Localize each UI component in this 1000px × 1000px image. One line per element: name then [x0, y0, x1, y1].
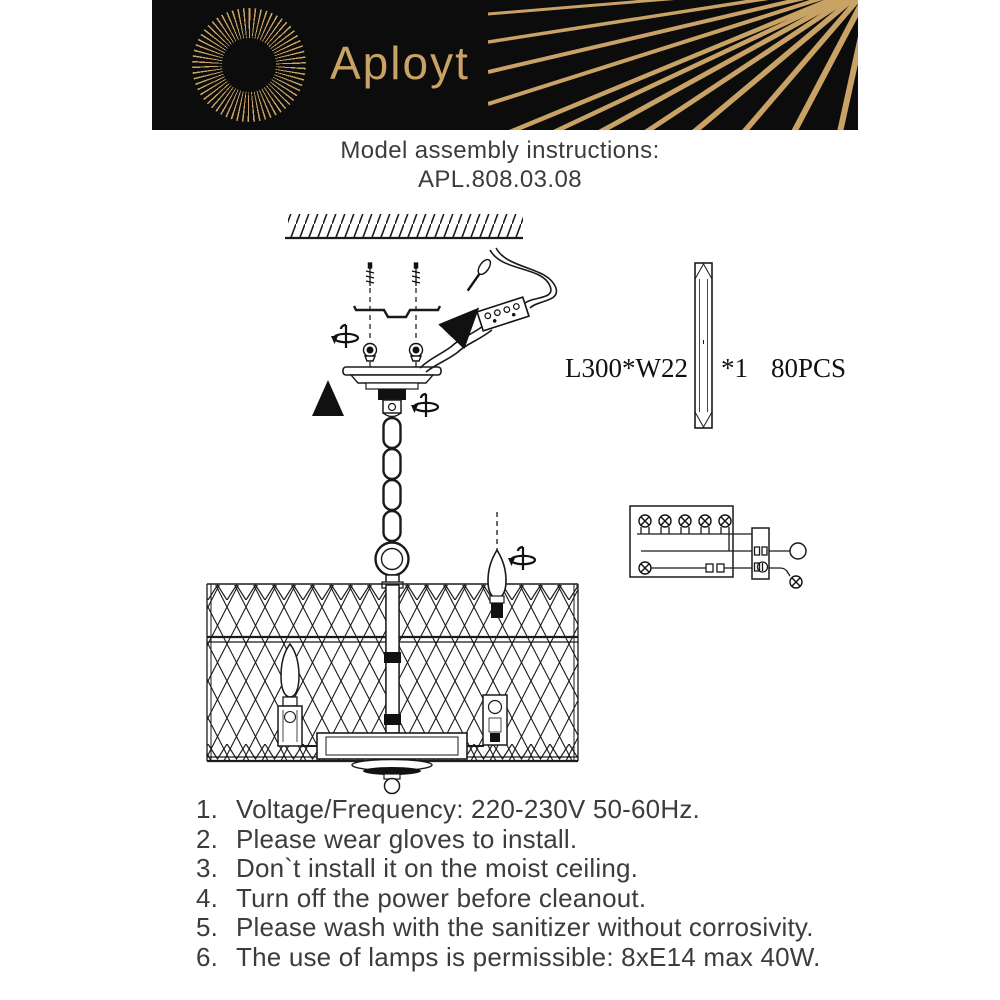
bulb-insert [488, 512, 506, 618]
brand-name: Aployt [330, 37, 470, 89]
assembly-diagram [170, 200, 880, 805]
item-text: Please wear gloves to install. [236, 823, 578, 854]
item-number: 4. [196, 882, 219, 913]
item-text: Voltage/Frequency: 220-230V 50-60Hz. [236, 794, 700, 824]
rod-joint [384, 652, 401, 663]
rotate-arrow-icon [411, 394, 438, 417]
list-item [196, 825, 856, 855]
item-number: 6. [196, 941, 219, 972]
crystal-strip-part [695, 263, 712, 428]
hanging-ring [376, 543, 409, 576]
switch-circle [790, 543, 806, 559]
item-number: 1. [196, 794, 219, 824]
list-item [196, 913, 856, 943]
strip-pieces-label: 80PCS [771, 353, 847, 383]
item-text: Please wash with the sanitizer without corrosivity. [236, 912, 814, 942]
lamp-symbol [719, 515, 731, 527]
item-number: 5. [196, 912, 219, 942]
item-text: Turn off the power before cleanout. [236, 882, 647, 913]
sunburst-logo-icon [192, 8, 306, 122]
direction-arrow-icon [452, 314, 473, 336]
rays-decoration-icon [488, 0, 858, 130]
wiring-diagram [630, 506, 806, 588]
brand-banner [152, 0, 858, 130]
item-text: Don`t install it on the moist ceiling. [236, 853, 639, 883]
drum-shade [207, 584, 578, 761]
list-item [196, 884, 856, 914]
terminal-block [477, 297, 529, 331]
strip-dimensions-label: L300*W22 [565, 353, 688, 383]
lamp-symbol [679, 515, 691, 527]
rotate-arrow-icon [508, 547, 535, 570]
ceiling-hatch [285, 214, 523, 238]
bottom-plate [301, 733, 484, 759]
model-number: APL.808.03.08 [417, 166, 582, 193]
rod-joint [384, 714, 401, 725]
candle-bulb-right [483, 695, 507, 745]
list-item [196, 854, 856, 884]
mounting-bracket [354, 306, 440, 317]
connector-block [752, 528, 769, 579]
lamp-symbol [790, 576, 802, 588]
lamp-symbol [699, 515, 711, 527]
list-item [196, 943, 856, 973]
bottom-finial [352, 760, 432, 794]
item-text: The use of lamps is permissible: 8xE14 max 40W. [236, 941, 821, 972]
lamp-symbol [639, 562, 651, 574]
page-title: Model assembly instructions: [340, 137, 660, 164]
strip-quantity-label: *1 [721, 353, 748, 383]
hanging-chain [384, 418, 401, 541]
item-number: 2. [196, 823, 219, 854]
list-item [196, 795, 856, 825]
lamp-symbol [639, 515, 651, 527]
instructions-list [196, 795, 856, 972]
rotate-arrow-icon [331, 325, 358, 348]
item-number: 3. [196, 853, 219, 883]
title-block [0, 136, 1000, 194]
screwdriver-icon [464, 257, 493, 293]
lamp-symbol [659, 515, 671, 527]
